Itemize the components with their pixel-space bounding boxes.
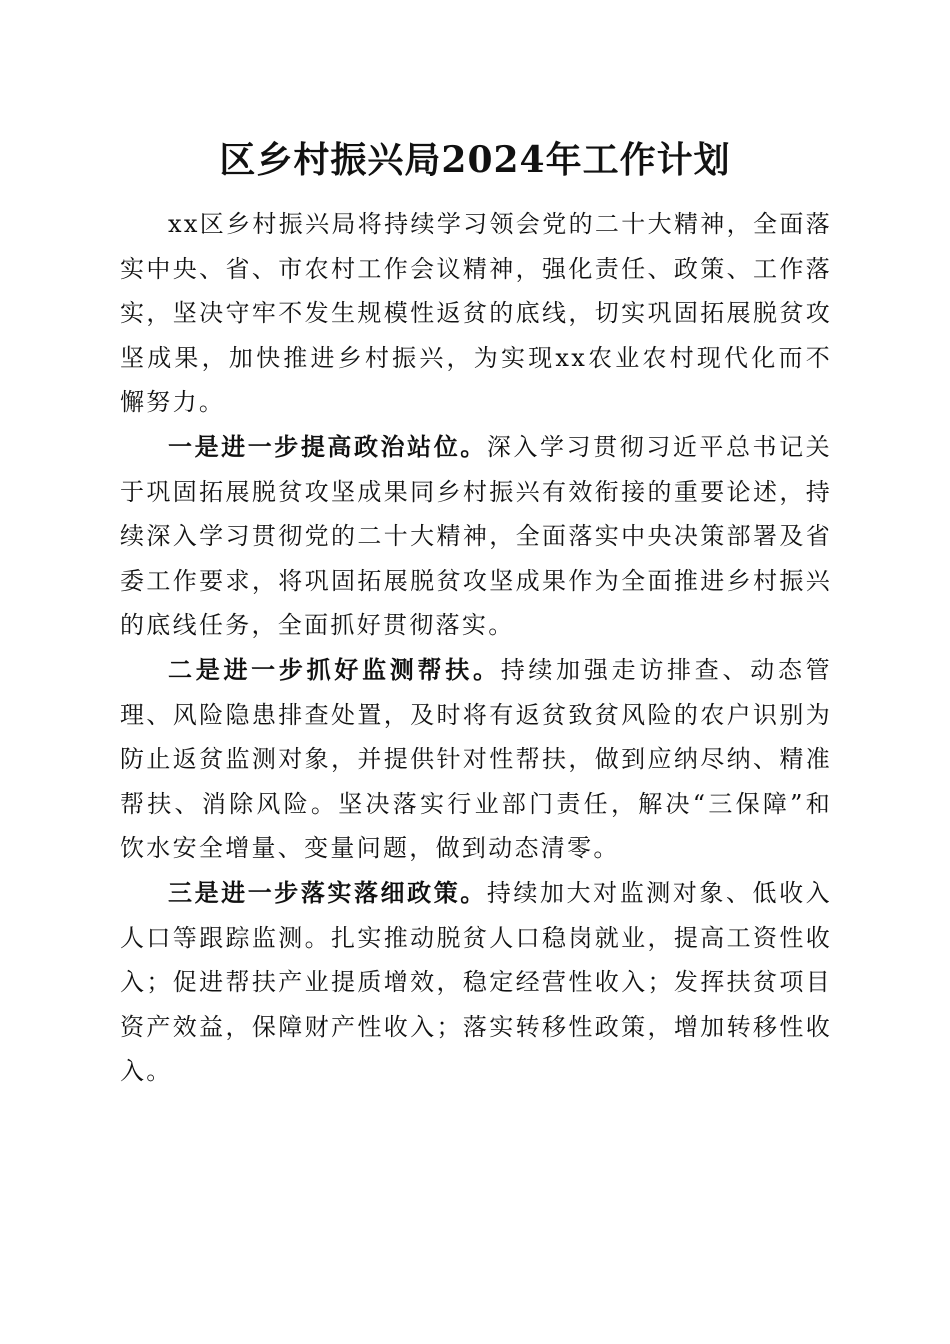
section-text-1: 深入学习贯彻习近平总书记关于巩固拓展脱贫攻坚成果同乡村振兴有效衔接的重要论述，持续深入学习贯彻党的二十大精神，全面落实中央决策部署及省委工作要求，将巩固拓展脱贫攻坚成果作为全面推进乡村振兴的底线任务，全面抓好贯彻落实。 (120, 432, 832, 640)
document-title: 区乡村振兴局2024年工作计划 (219, 139, 731, 181)
section-lead-1: 一是进一步提高政治站位。 (168, 431, 487, 461)
intro-paragraph: xx区乡村振兴局将持续学习领会党的二十大精神，全面落实中央、省、市农村工作会议精神，强化责任、政策、工作落实，坚决守牢不发生规模性返贫的底线，切实巩固拓展脱贫攻坚成果，加快推进乡村振兴，为实现xx农业农村现代化而不懈努力。 (120, 210, 832, 417)
document-body (120, 202, 832, 1094)
section-text-3: 持续加大对监测对象、低收入人口等跟踪监测。扎实推动脱贫人口稳岗就业，提高工资性收入；促进帮扶产业提质增效，稳定经营性收入；发挥扶贫项目资产效益，保障财产性收入；落实转移性政策，增加转移性收入。 (120, 878, 832, 1086)
section-paragraph-2 (120, 648, 832, 871)
section-paragraph-1 (120, 425, 832, 648)
section-paragraph-3 (120, 871, 832, 1094)
section-lead-3: 三是进一步落实落细政策。 (168, 877, 487, 907)
section-text-2: 持续加强走访排查、动态管理、风险隐患排查处置，及时将有返贫致贫风险的农户识别为防止返贫监测对象，并提供针对性帮扶，做到应纳尽纳、精准帮扶、消除风险。坚决落实行业部门责任，解决“三保障”和饮水安全增量、变量问题，做到动态清零。 (120, 655, 832, 863)
section-lead-2: 二是进一步抓好监测帮扶。 (168, 654, 501, 684)
